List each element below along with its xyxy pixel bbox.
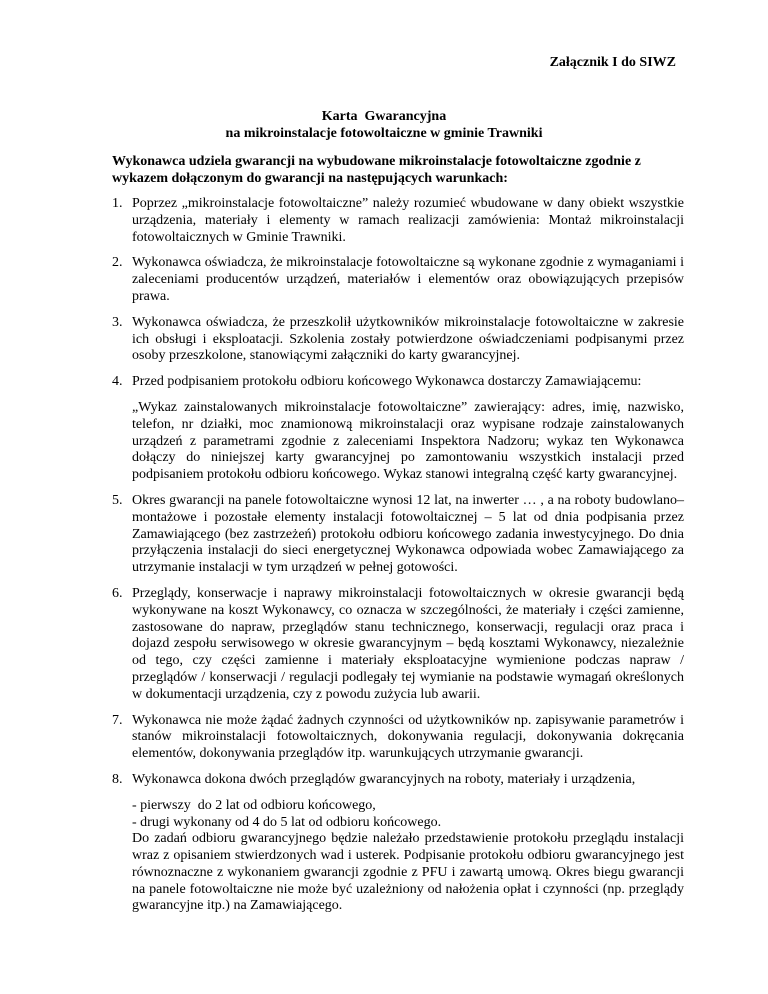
item-text: Wykonawca oświadcza, że przeszkolił użytkowników mikroinstalacje fotowoltaiczne w zakresie ich obsługi i eksploatacji. Szkolenia zostały potwierdzone oświadczeniami podpisanymi przez osoby przeszkolone, stanowiącymi załączniki do karty gwarancyjnej. [132,314,684,364]
item-number: 2. [112,255,123,271]
item-subparagraph [132,798,684,916]
item-text: Okres gwarancji na panele fotowoltaiczne wynosi 12 lat, na inwerter … , a na roboty budowlano–montażowe i pozostałe elementy instalacji fotowoltaicznej – 5 lat od dnia podpisania przez Zamawiającego (bez zastrzeżeń) protokołu odbioru końcowego zadania inwestycyjnego. Do dnia przyłączenia instalacji do sieci energetycznej Wykonawca odpowiada wobec Zamawiającego za utrzymanie instalacji w tym urządzeń w pełnej gotowości. [132,492,684,576]
item-number: 1. [112,196,123,211]
item-text: Poprzez „mikroinstalacje fotowoltaiczne” należy rozumieć wbudowane w dany obiekt wszystkie urządzenia, materiały i elementy w ramach realizacji zamówienia: Montaż mikroinstalacji fotowoltaicznych w Gminie Trawniki. [132,196,684,245]
intro-paragraph: Wykonawca udziela gwarancji na wybudowane mikroinstalacje fotowoltaiczne zgodnie z wykazem dołączonym do gwarancji na następujących warunkach: [112,154,641,186]
list-item [112,713,684,763]
item-text: Wykonawca nie może żądać żadnych czynności od użytkowników np. zapisywanie parametrów i stanów mikroinstalacji fotowoltaicznych, dokonywania regulacji, dokonywania dokręcania elementów, dokonywania przeglądów itp. warunkujących utrzymanie gwarancji. [132,712,684,762]
list-item [112,493,684,577]
item-text: Wykonawca oświadcza, że mikroinstalacje fotowoltaiczne są wykonane zgodnie z wymaganiami i zaleceniami producentów urządzeń, materiałów i elementów oraz obowiązujących przepisów prawa. [132,255,684,304]
title-line-2: na mikroinstalacje fotowoltaiczne w gminie Trawniki [225,126,543,141]
item-text: Wykonawca dokona dwóch przeglądów gwarancyjnych na roboty, materiały i urządzenia, [132,771,636,787]
item-subparagraph: „Wykaz zainstalowanych mikroinstalacje fotowoltaiczne” zawierający: adres, imię, nazwisko, telefon, nr działki, moc znamionową mikroinstalacji oraz wypisane rodzaje zainstalowanych urządzeń z parametrami zgodnie z zaleceniami Inspektora Nadzoru; wykaz ten Wykonawca dołączy do niniejszej karty gwarancyjnej po zamontowaniu wszystkich instalacji przed podpisaniem protokołu odbioru końcowego. Wykaz stanowi integralną część karty gwarancyjnej. [132,399,684,483]
review-line-second: - drugi wykonany od 4 do 5 lat od odbioru końcowego. [132,814,442,830]
item-text: Przeglądy, konserwacje i naprawy mikroinstalacji fotowoltaicznych w okresie gwarancji będą wykonywane na koszt Wykonawcy, co oznacza w szczególności, że materiały i części zamienne, zastosowane do napraw, przeglądów stanu technicznego, konserwacji, regulacji oraz praca i dojazd zespołu serwisowego w okresie gwarancyjnym – będą kosztami Wykonawcy, niezależnie od tego, czy części zamienne i materiały eksploatacyjne wymienione podczas napraw / przeglądów / konserwacji / regulacji podlegały tej wymianie na podstawie wymagań określonych w dokumentacji urządzenia, czy z powodu zużycia lub awarii. [132,585,684,702]
list-item [112,315,684,365]
item-number: 7. [112,712,123,728]
list-item [112,255,684,305]
review-description: Do zadań odbioru gwarancyjnego będzie należało przedstawienie protokołu przeglądu instalacji wraz z opisaniem stwierdzonych wad i usterek. Podpisanie protokołu odbioru gwarancyjnego jest równoznaczne z wykonaniem gwarancji zgodnie z PFU i zawartą umową. Okres biegu gwarancji na panele fotowoltaiczne nie może być uzależniony od nałożenia opłat i czynności (np. przeglądy gwarancyjne itp.) na Zamawiającego. [132,831,684,914]
document-title [0,108,768,142]
attachment-label: Załącznik I do SIWZ [549,55,676,70]
list-item [112,772,684,915]
list-item [112,196,684,246]
list-item [112,586,684,704]
conditions-list [112,196,684,924]
title-line-1: Karta Gwarancyjna [321,109,447,124]
item-number: 8. [112,771,123,787]
item-number: 3. [112,314,123,330]
item-text: Przed podpisaniem protokołu odbioru końcowego Wykonawca dostarczy Zamawiającemu: [132,374,642,390]
item-number: 4. [112,374,123,390]
item-number: 5. [112,492,123,508]
list-item [112,374,684,484]
item-number: 6. [112,585,123,601]
review-line-first: - pierwszy do 2 lat od odbioru końcowego, [132,797,376,813]
